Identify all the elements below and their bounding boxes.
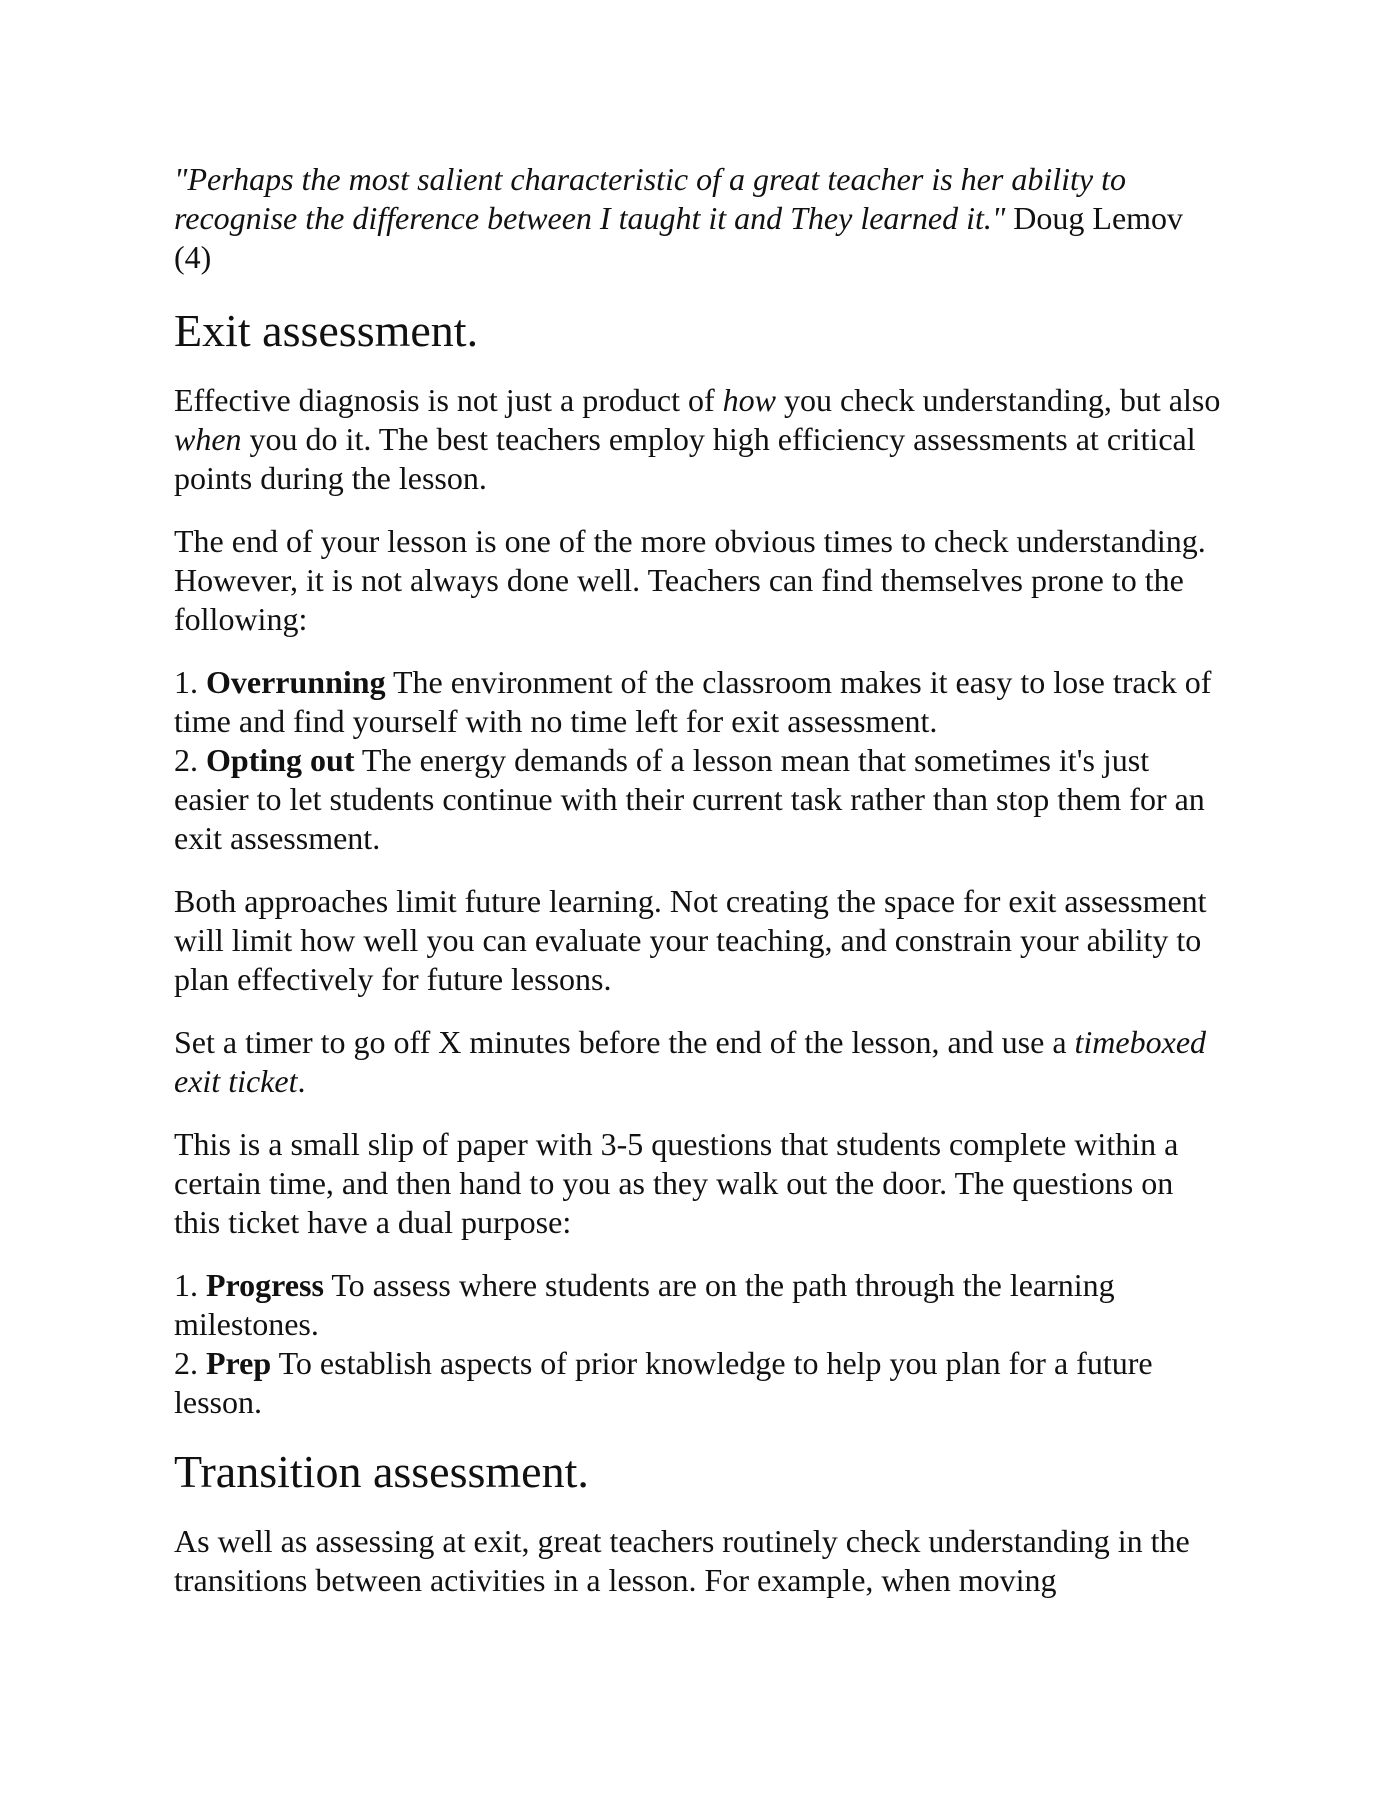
pitfall-text: The environment of the classroom makes it easy to lose track of time and find yourself with no time left for exit assessment. [174, 664, 1212, 739]
exit-p4-part-a: Set a timer to go off X minutes before the end of the lesson, and use a [174, 1024, 1075, 1060]
quote-attribution: Doug Lemov (4) [174, 200, 1184, 275]
exit-paragraph-2: The end of your lesson is one of the more obvious times to check understanding. However, it is not always done well. Teachers can find themselves prone to the following: [174, 523, 1206, 637]
exit-assessment-heading: Exit assessment. [174, 305, 479, 356]
exit-paragraph-1 [174, 381, 1224, 498]
pitfalls-list [174, 663, 1224, 858]
pitfall-term: Overrunning [206, 664, 386, 700]
exit-p1-part-c: you do it. The best teachers employ high efficiency assessments at critical points during the lesson. [174, 421, 1196, 496]
exit-p4-term: timeboxed exit ticket [174, 1024, 1207, 1099]
pitfall-number: 1. [174, 664, 206, 700]
quote-text: "Perhaps the most salient characteristic of a great teacher is her ability to recognise the difference between I taught it and They learned it." [174, 161, 1126, 236]
purpose-number: 1. [174, 1267, 206, 1303]
exit-p1-when: when [174, 421, 242, 457]
purpose-number: 2. [174, 1345, 206, 1381]
pitfall-item-overrunning [174, 663, 1224, 741]
exit-p1-how: how [722, 382, 776, 418]
exit-p4-part-b: . [297, 1063, 306, 1099]
exit-paragraph-5: This is a small slip of paper with 3-5 questions that students complete within a certain time, and then hand to you as they walk out the door. The questions on this ticket have a dual purpose: [174, 1126, 1179, 1240]
purpose-item-progress [174, 1266, 1224, 1344]
purpose-text: To establish aspects of prior knowledge to help you plan for a future lesson. [174, 1345, 1153, 1420]
pitfall-number: 2. [174, 742, 206, 778]
purpose-term: Prep [206, 1345, 272, 1381]
exit-paragraph-4 [174, 1023, 1224, 1101]
transition-assessment-heading: Transition assessment. [174, 1446, 589, 1497]
purpose-term: Progress [206, 1267, 324, 1303]
exit-p1-part-b: you check understanding, but also [775, 382, 1221, 418]
purpose-text: To assess where students are on the path through the learning milestones. [174, 1267, 1115, 1342]
quote-paragraph [174, 160, 1224, 277]
pitfall-item-opting-out [174, 741, 1224, 858]
pitfall-term: Opting out [206, 742, 355, 778]
purposes-list [174, 1266, 1224, 1422]
exit-paragraph-3: Both approaches limit future learning. Not creating the space for exit assessment will limit how well you can evaluate your teaching, and constrain your ability to plan effectively for future lessons. [174, 883, 1207, 997]
transition-paragraph-1: As well as assessing at exit, great teachers routinely check understanding in the transitions between activities in a lesson. For example, when moving [174, 1523, 1190, 1598]
document-body [174, 160, 1224, 1624]
pitfall-text: The energy demands of a lesson mean that sometimes it's just easier to let students continue with their current task rather than stop them for an exit assessment. [174, 742, 1205, 856]
exit-p1-part-a: Effective diagnosis is not just a product of [174, 382, 723, 418]
purpose-item-prep [174, 1344, 1224, 1422]
